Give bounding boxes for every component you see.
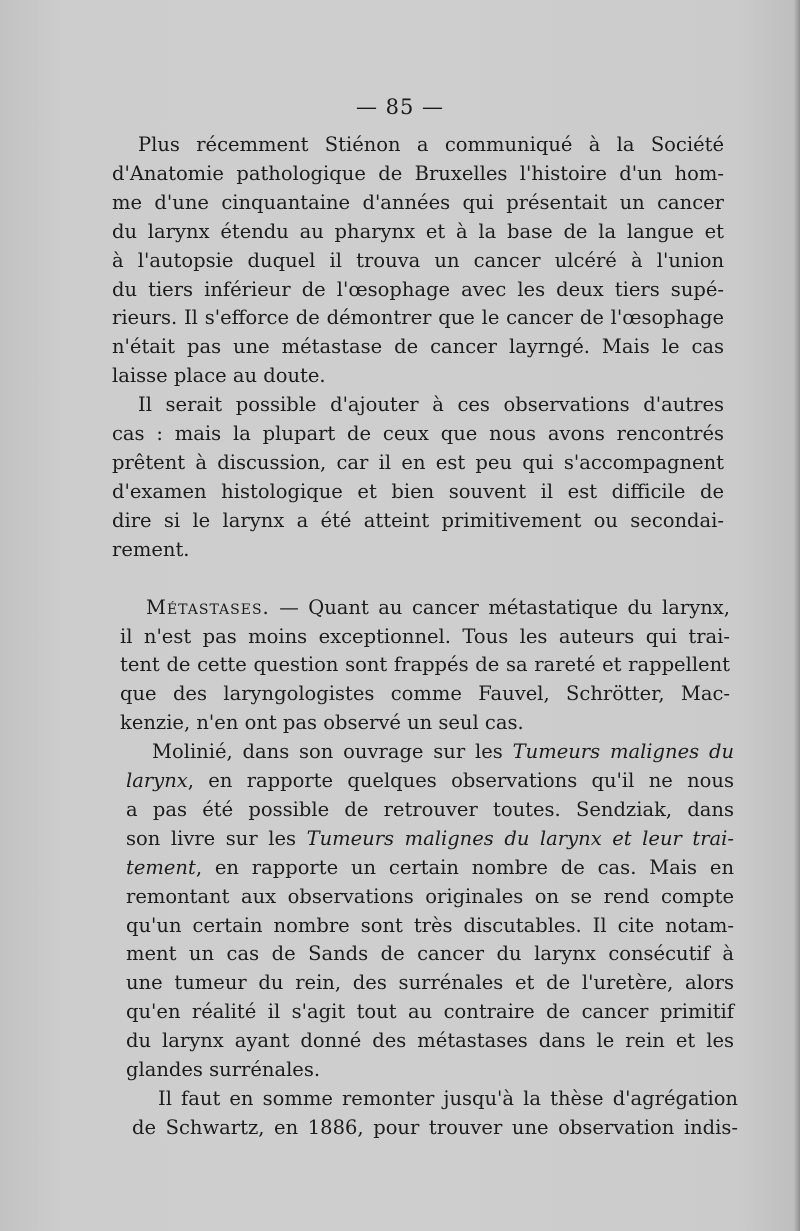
page-number: — 85 —	[355, 95, 445, 119]
text-line: que des laryngologistes comme Fauvel, Schrötter, Mac-	[120, 682, 730, 706]
book-title: tement	[126, 855, 196, 879]
text-line: à l'autopsie duquel il trouva un cancer ulcéré à l'union	[112, 248, 724, 272]
text-line: qu'un certain nombre sont très discutables. Il cite notam-	[126, 913, 734, 937]
text-line: me d'une cinquantaine d'années qui présentait un cancer	[112, 190, 724, 214]
paragraph-metastases	[120, 594, 730, 739]
text-line: n'était pas une métastase de cancer layrngé. Mais le cas	[112, 335, 724, 359]
section-heading: Métastases.	[146, 595, 270, 619]
book-title: larynx	[126, 769, 188, 793]
text-line	[126, 767, 734, 796]
text-line: du tiers inférieur de l'œsophage avec les deux tiers supé-	[112, 277, 724, 301]
text-line: Il serait possible d'ajouter à ces observations d'autres	[138, 393, 724, 417]
text-line: une tumeur du rein, des surrénales et de l'uretère, alors	[126, 971, 734, 995]
body-text	[112, 131, 738, 1143]
text-line: ment un cas de Sands de cancer du larynx consécutif à	[126, 942, 734, 966]
text-line	[126, 738, 734, 767]
text-line: dire si le larynx a été atteint primitivement ou secondai-	[112, 508, 724, 532]
text-line: d'Anatomie pathologique de Bruxelles l'histoire d'un hom-	[112, 161, 724, 185]
text-line: glandes surrénales.	[126, 1058, 321, 1082]
text-line: qu'en réalité il s'agit tout au contraire de cancer primitif	[126, 1000, 734, 1024]
text-line: Il faut en somme remonter jusqu'à la thèse d'agrégation	[158, 1087, 738, 1110]
text-line: prêtent à discussion, car il en est peu qui s'accompagnent	[112, 450, 724, 474]
text-line: cas : mais la plupart de ceux que nous avons rencontrés	[112, 422, 724, 446]
text-line: d'examen histologique et bien souvent il est difficile de	[112, 479, 724, 503]
page-edge-shadow	[794, 0, 800, 1231]
text-line: remontant aux observations originales on se rend compte	[126, 884, 734, 908]
text-line	[126, 825, 734, 854]
text-line: Plus récemment Stiénon a communiqué à la Société	[138, 133, 724, 156]
text-line: de Schwartz, en 1886, pour trouver une observation indis-	[132, 1115, 738, 1139]
text-line: rement.	[112, 537, 190, 561]
text-segment: , en rapporte quelques observations qu'il ne nous	[187, 769, 734, 793]
paragraph-autres-cas	[112, 391, 724, 564]
text-segment: Molinié, dans son ouvrage sur les	[152, 740, 513, 764]
text-line: tent de cette question sont frappés de sa rareté et rappellent	[120, 653, 730, 677]
text-line: du larynx ayant donné des métastases dans le rein et les	[126, 1029, 734, 1053]
text-line	[120, 594, 730, 623]
text-line: a pas été possible de retrouver toutes. Sendziak, dans	[126, 797, 734, 821]
text-line: rieurs. Il s'efforce de démontrer que le cancer de l'œsophage	[112, 306, 724, 330]
book-title: Tumeurs malignes du	[512, 740, 735, 764]
text-segment: , en rapporte un certain nombre de cas. Mais en	[195, 855, 734, 879]
book-title: Tumeurs malignes du larynx et leur trai-	[306, 826, 735, 850]
paragraph-schwartz	[132, 1085, 738, 1143]
text-line	[126, 854, 734, 883]
text-line: il n'est pas moins exceptionnel. Tous les auteurs qui trai-	[120, 624, 730, 648]
text-line: laisse place au doute.	[112, 364, 326, 388]
text-segment: — Quant au cancer métastatique du larynx,	[269, 595, 730, 619]
paragraph-molinie	[126, 738, 734, 1085]
paragraph-stienon	[112, 131, 724, 391]
text-line: kenzie, n'en ont pas observé un seul cas.	[120, 711, 524, 735]
text-line: du larynx étendu au pharynx et à la base de la langue et	[112, 219, 724, 243]
text-segment: son livre sur les	[126, 826, 307, 850]
